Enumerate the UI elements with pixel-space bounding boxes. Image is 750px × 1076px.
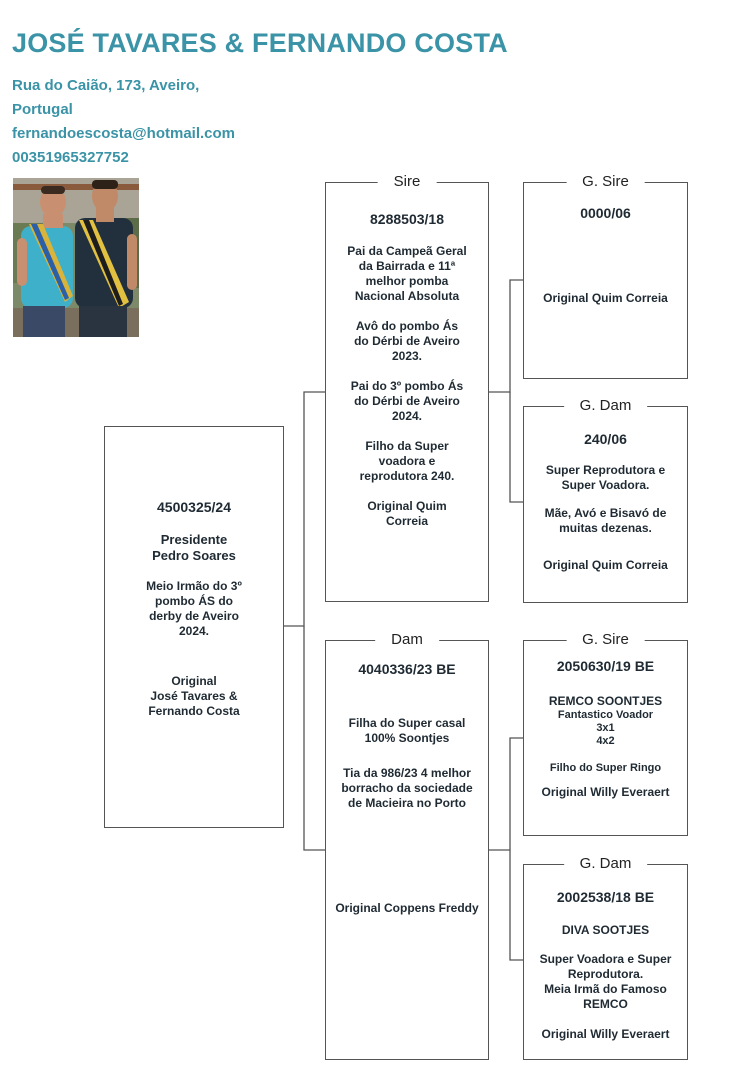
subject-line-2: Pedro Soares <box>152 548 236 563</box>
sire-text: do Dérbi de Aveiro <box>354 394 460 408</box>
sire-text: reprodutora 240. <box>359 469 455 483</box>
sire-text: melhor pomba <box>365 274 449 288</box>
sire-ring-number: 8288503/18 <box>370 211 444 227</box>
dam-granddam-text: REMCO <box>583 997 628 1011</box>
dam-origin: Original Coppens Freddy <box>335 901 479 915</box>
dam-grandsire-label: G. Sire <box>566 630 645 650</box>
dam-granddam-text: Super Voadora e Super <box>539 952 672 966</box>
dam-text: borracho da sociedade <box>341 781 473 795</box>
subject-line-1: Presidente <box>160 532 228 547</box>
sire-card <box>325 173 489 602</box>
sire-text: voadora e <box>378 454 436 468</box>
sire-text: Nacional Absoluta <box>354 289 460 303</box>
sire-granddam-text: muitas dezenas. <box>559 521 652 535</box>
subject-ring-number: 4500325/24 <box>157 499 231 515</box>
dam-granddam-text: Meia Irmã do Famoso <box>544 982 667 996</box>
dam-grandsire-stat: Fantastico Voador <box>557 709 654 721</box>
phone-number: 00351965327752 <box>12 149 129 166</box>
dam-granddam-text: Reprodutora. <box>567 967 644 981</box>
sire-granddam-text: Super Voadora. <box>561 478 650 492</box>
subject-origin-1: Original <box>171 674 217 688</box>
sire-granddam-card <box>523 397 688 603</box>
dam-grandsire-origin: Original Willy Everaert <box>541 785 670 799</box>
dam-grandsire-ring: 2050630/19 BE <box>556 658 655 674</box>
sire-text: do Dérbi de Aveiro <box>354 334 460 348</box>
dam-granddam-label: G. Dam <box>564 854 648 874</box>
dam-grandsire-note: Filho do Super Ringo <box>549 762 662 774</box>
dam-text: Tia da 986/23 4 melhor <box>343 766 471 780</box>
sire-label: Sire <box>378 172 437 192</box>
sire-text: 2023. <box>391 349 423 363</box>
sire-granddam-text: Super Reprodutora e <box>545 463 666 477</box>
dam-text: de Macieira no Porto <box>347 796 467 810</box>
sire-text: da Bairrada e 11ª <box>358 259 456 273</box>
subject-origin-3: Fernando Costa <box>148 704 240 718</box>
address-line-1: Rua do Caião, 173, Aveiro, <box>12 77 200 94</box>
subject-note-1: Meio Irmão do 3º <box>146 579 242 593</box>
dam-label: Dam <box>375 630 439 650</box>
dam-text: 100% Soontjes <box>364 731 450 745</box>
dam-grandsire-card <box>523 631 688 836</box>
sire-origin: Correia <box>385 514 429 528</box>
address-line-2: Portugal <box>12 101 73 118</box>
dam-grandsire-stat: 4x2 <box>596 735 615 747</box>
dam-card <box>325 631 489 1060</box>
subject-origin-2: José Tavares & <box>150 689 238 703</box>
dam-granddam-card <box>523 855 688 1060</box>
sire-grandsire-ring: 0000/06 <box>580 205 631 221</box>
sire-grandsire-card <box>523 173 688 379</box>
dam-granddam-ring: 2002538/18 BE <box>556 889 655 905</box>
dam-granddam-name: DIVA SOOTJES <box>561 923 650 937</box>
dam-granddam-origin: Original Willy Everaert <box>541 1027 670 1041</box>
sire-origin: Original Quim <box>367 499 447 513</box>
subject-note-2: pombo ÁS do <box>155 594 233 608</box>
sire-grandsire-label: G. Sire <box>566 172 645 192</box>
subject-note-4: 2024. <box>178 624 210 638</box>
sire-granddam-ring: 240/06 <box>584 431 627 447</box>
dam-grandsire-stat: 3x1 <box>596 722 615 734</box>
sire-text: Filho da Super <box>365 439 449 453</box>
sire-grandsire-origin: Original Quim Correia <box>543 291 668 305</box>
sire-text: Pai do 3º pombo Ás <box>350 379 464 393</box>
sire-granddam-label: G. Dam <box>564 396 648 416</box>
dam-ring-number: 4040336/23 BE <box>358 661 456 677</box>
sire-granddam-origin: Original Quim Correia <box>543 558 668 572</box>
sire-granddam-text: Mãe, Avó e Bisavó de <box>544 506 667 520</box>
sire-text: 2024. <box>391 409 423 423</box>
dam-grandsire-name: REMCO SOONTJES <box>548 694 663 708</box>
email-link[interactable]: fernandoescosta@hotmail.com <box>12 125 236 142</box>
sire-text: Pai da Campeã Geral <box>347 244 467 258</box>
subject-note-3: derby de Aveiro <box>149 609 239 623</box>
subject-pigeon-card <box>104 426 284 828</box>
owner-title: JOSÉ TAVARES & FERNANDO COSTA <box>12 28 508 58</box>
sire-text: Avô do pombo Ás <box>355 319 459 333</box>
dam-text: Filha do Super casal <box>348 716 466 730</box>
